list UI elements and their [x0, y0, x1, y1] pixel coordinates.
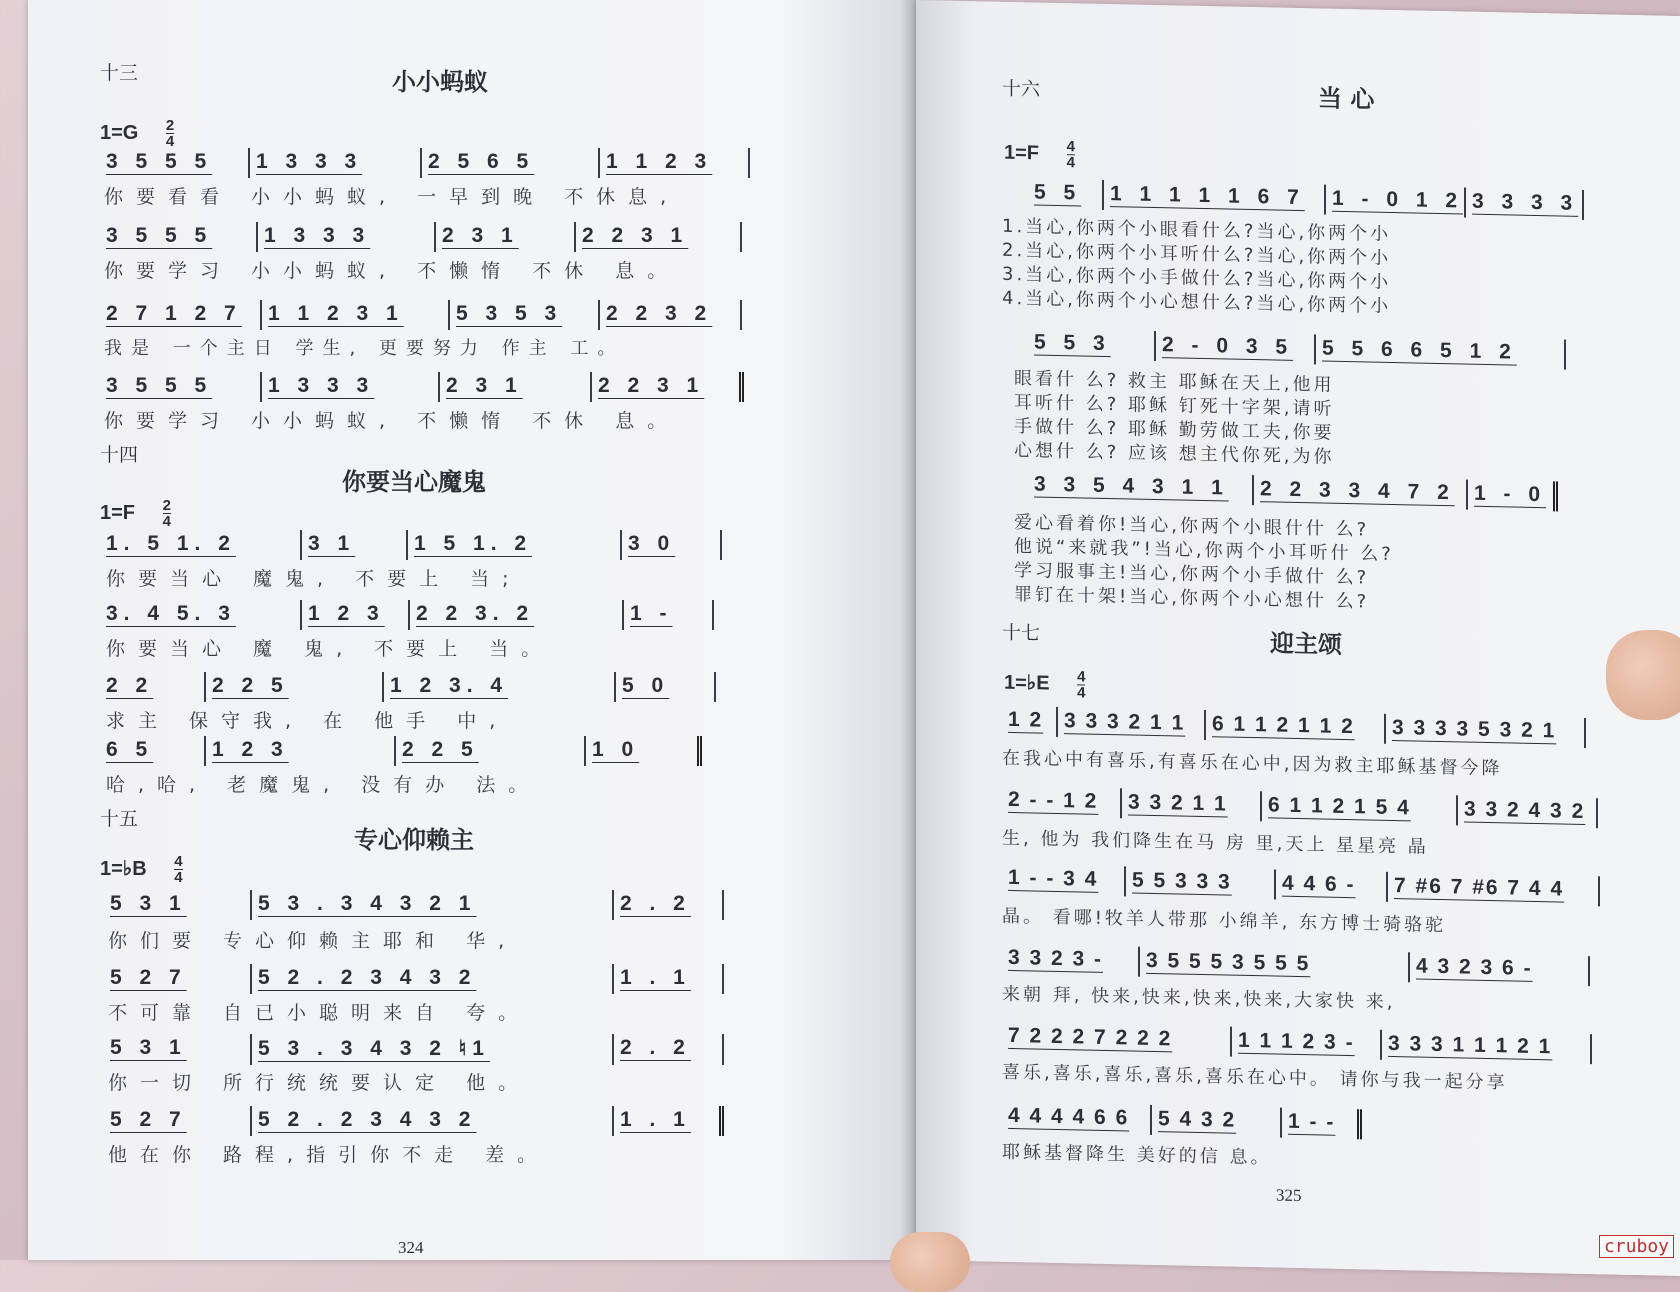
lyric-line: 1.当心,你两个小眼看什么?当心,你两个小	[1002, 215, 1392, 245]
lyric-line: 喜乐,喜乐,喜乐,喜乐,喜乐在心中。 请你与我一起分享	[1002, 1061, 1508, 1094]
measure: 5 2 7	[104, 1106, 252, 1136]
measure: 1 3 3 3	[262, 372, 440, 402]
lyric-line: 我是 一个主日 学生, 更要努力 作主 工。	[104, 338, 625, 359]
measure: 1 2	[1002, 706, 1058, 737]
notation-row	[1002, 944, 1590, 986]
notation-row	[1002, 706, 1586, 748]
notation-row	[100, 372, 744, 402]
measure: 4 4 6 -	[1276, 870, 1388, 902]
measure: 1 2 3	[206, 736, 396, 766]
measure: 5 5	[1028, 178, 1104, 210]
lyric-line: 你一切 所行统统要认定 他。	[108, 1072, 531, 1094]
measure: 2 . 2	[614, 890, 724, 920]
song-title: 专心仰赖主	[354, 826, 474, 854]
measure: 2 2 3 3 4 7 2	[1254, 475, 1468, 509]
song-title: 你要当心魔鬼	[342, 468, 486, 496]
measure: 5 4 3 2	[1152, 1105, 1282, 1138]
measure: 3 3 3 2 1 1	[1058, 707, 1206, 740]
notation-row	[1002, 1022, 1592, 1064]
lyric-line: 晶。 看哪!牧羊人带那 小绵羊, 东方博士骑骆驼	[1002, 905, 1447, 937]
measure: 1 1 2 3 1	[262, 300, 450, 330]
left-page	[28, 0, 916, 1260]
measure: 3. 4 5. 3	[100, 600, 302, 630]
measure: 2 2 3. 2	[410, 600, 624, 630]
measure: 3 1	[302, 530, 408, 560]
measure: 2 3 1	[440, 372, 592, 402]
notation-row	[1002, 864, 1600, 907]
time-top: 2	[165, 117, 175, 134]
lyric-line: 学习服事主!当心,你两个小手做什 么?	[1014, 560, 1370, 589]
lyric-line: 来朝 拜, 快来,快来,快来,快来,大家快 来,	[1002, 983, 1396, 1014]
thumb-photo	[890, 1232, 970, 1292]
lyric-line: 2.当心,你两个小耳听什么?当心,你两个小	[1002, 239, 1392, 269]
measure: 1 . 1	[614, 1106, 724, 1136]
section-number: 十四	[100, 444, 139, 466]
key-signature	[1004, 668, 1085, 701]
measure: 1 - 0 1 2	[1326, 185, 1466, 218]
measure: 2 2	[100, 672, 206, 702]
measure: 1 1 1 1 1 6 7	[1104, 180, 1326, 215]
key-signature	[100, 854, 183, 885]
measure: 5 2 . 2 3 4 3 2	[252, 964, 614, 994]
notation-row	[104, 1034, 724, 1065]
time-top: 2	[162, 497, 171, 514]
notation-row	[100, 300, 742, 330]
measure: 1. 5 1. 2	[100, 530, 302, 560]
measure: 6 1 1 2 1 1 2	[1206, 710, 1386, 744]
notation-row	[100, 600, 714, 630]
notation-row	[100, 530, 722, 560]
time-signature	[163, 498, 171, 529]
section-number: 十五	[100, 808, 139, 830]
key-signature	[100, 498, 171, 529]
time-bottom: 4	[165, 133, 175, 150]
lyric-line: 你要学习 小小蚂蚁, 不懒惰 不休 息。	[104, 410, 680, 432]
lyric-line: 在我心中有喜乐,有喜乐在心中,因为救主耶稣基督今降	[1002, 747, 1503, 780]
notation-row	[100, 148, 750, 178]
measure: 5 0	[616, 672, 716, 702]
measure: 3 3 3 1 1 1 2 1	[1382, 1030, 1592, 1064]
measure: 5 2 7	[104, 964, 252, 994]
measure: 2 2 3 1	[576, 222, 742, 252]
measure: 5 3 1	[104, 890, 252, 920]
measure: 5 5 6 6 5 1 2	[1316, 334, 1566, 369]
right-page	[916, 0, 1680, 1276]
notation-row	[1028, 328, 1566, 369]
measure: 2 2 5	[206, 672, 384, 702]
measure: 7 2 2 2 7 2 2 2	[1002, 1022, 1232, 1057]
time-signature	[1067, 139, 1075, 170]
notation-row	[1028, 470, 1558, 511]
measure: 4 3 2 3 6 -	[1410, 952, 1590, 986]
lyric-line: 3.当心,你两个小手做什么?当心,你两个小	[1002, 263, 1392, 293]
lyric-line: 他说“来就我”!当心,你两个小耳听什 么?	[1014, 536, 1394, 566]
time-signature	[166, 118, 174, 149]
lyric-line: 眼看什 么? 救主 耶稣在天上,他用	[1014, 368, 1335, 396]
measure: 1 0	[586, 736, 702, 766]
time-top: 4	[1066, 138, 1075, 156]
measure: 5 5 3	[1028, 328, 1156, 361]
measure: 3 5 5 5	[100, 222, 258, 252]
measure: 3 3 2 1 1	[1122, 788, 1262, 821]
measure: 3 3 2 3 -	[1002, 944, 1140, 977]
lyric-line: 4.当心,你两个小心想什么?当心,你两个小	[1002, 287, 1392, 317]
measure: 1 1 2 3	[600, 148, 750, 178]
lyric-line: 不可靠 自已小聪明来自 夸。	[108, 1002, 531, 1024]
page-number: 325	[1276, 1185, 1302, 1206]
measure: 3 0	[622, 530, 722, 560]
time-bottom: 4	[162, 513, 171, 530]
measure: 5 2 . 2 3 4 3 2	[252, 1106, 614, 1136]
lyric-line: 心想什 么? 应该 想主代你死,为你	[1014, 440, 1335, 468]
key-label: 1=F	[1004, 141, 1040, 165]
measure: 6 1 1 2 1 5 4	[1262, 791, 1458, 825]
lyric-line: 耳听什 么? 耶稣 钉死十字架,请听	[1014, 392, 1335, 420]
measure: 7 #6 7 #6 7 4 4	[1388, 872, 1600, 906]
watermark: cruboy	[1599, 1235, 1674, 1258]
lyric-line: 求主 保守我, 在 他手 中,	[106, 710, 509, 732]
measure: 3 3 3 3 5 3 2 1	[1386, 714, 1586, 748]
notation-row	[1002, 1102, 1362, 1140]
lyric-line: 你们要 专心仰赖主耶和 华,	[108, 930, 518, 952]
measure: 1 1 1 2 3 -	[1232, 1027, 1382, 1060]
measure: 2 2 3 1	[592, 372, 744, 402]
notation-row	[1002, 786, 1598, 828]
measure: 2 - 0 3 5	[1156, 331, 1316, 364]
notation-row	[104, 1106, 724, 1136]
time-bottom: 4	[1066, 154, 1075, 172]
measure: 5 5 3 3 3	[1126, 866, 1276, 899]
measure: 5 3 5 3	[450, 300, 600, 330]
lyric-line: 手做什 么? 耶稣 勤劳做工夫,你要	[1014, 416, 1335, 444]
song-title: 迎主颂	[1270, 629, 1342, 659]
measure: 2 7 1 2 7	[100, 300, 262, 330]
lyric-line: 爱心看着你!当心,你两个小眼什什 么?	[1014, 512, 1370, 541]
measure: 1 2 3	[302, 600, 410, 630]
key-label: 1=♭B	[100, 857, 147, 880]
measure: 1 3 3 3	[250, 148, 422, 178]
key-signature	[100, 118, 174, 149]
lyric-line: 你要学习 小小蚂蚁, 不懒惰 不休 息。	[104, 260, 680, 282]
lyric-line: 罪钉在十架!当心,你两个小心想什 么?	[1014, 584, 1370, 613]
measure: 2 - - 1 2	[1002, 786, 1122, 819]
measure: 5 3 1	[104, 1034, 252, 1065]
measure: 1 5 1. 2	[408, 530, 622, 560]
measure: 2 2 3 2	[600, 300, 742, 330]
measure: 3 5 5 5	[100, 148, 250, 178]
key-label: 1=G	[100, 121, 139, 144]
section-number: 十三	[100, 62, 139, 84]
measure: 6 5	[100, 736, 206, 766]
song-title: 当 心	[1318, 84, 1375, 114]
measure: 2 3 1	[436, 222, 576, 252]
lyric-line: 你要当心 魔 鬼, 不要上 当。	[106, 638, 554, 660]
page-number: 324	[398, 1238, 424, 1257]
measure: 1 - -	[1282, 1108, 1362, 1140]
finger-photo	[1606, 630, 1680, 720]
section-number: 十六	[1002, 77, 1041, 101]
time-signature	[174, 854, 182, 885]
measure: 5 3 . 3 4 3 2 1	[252, 890, 614, 920]
song-title: 小小蚂蚁	[392, 68, 488, 96]
section-number: 十七	[1002, 621, 1041, 645]
key-label: 1=♭E	[1004, 671, 1050, 695]
measure: 1 . 1	[614, 964, 724, 994]
measure: 1 - - 3 4	[1002, 864, 1126, 897]
notation-row	[104, 890, 724, 920]
measure: 5 3 . 3 4 3 2 ♮1	[252, 1034, 614, 1065]
lyric-line: 他在你 路程,指引你不走 差。	[108, 1144, 550, 1166]
lyric-line: 哈,哈, 老魔鬼, 没有办 法。	[106, 774, 541, 796]
measure: 3 5 5 5 3 5 5 5	[1140, 947, 1410, 983]
measure: 1 3 3 3	[258, 222, 436, 252]
measure: 3 5 5 5	[100, 372, 262, 402]
time-signature	[1077, 669, 1085, 700]
lyric-line: 耶稣基督降生 美好的信 息。	[1002, 1141, 1272, 1169]
measure: 3 3 3 3	[1466, 188, 1584, 220]
measure: 1 2 3. 4	[384, 672, 616, 702]
measure: 3 3 2 4 3 2	[1458, 795, 1598, 828]
measure: 2 . 2	[614, 1034, 724, 1065]
time-bottom: 4	[1077, 684, 1086, 702]
notation-row	[100, 222, 742, 252]
measure: 2 5 6 5	[422, 148, 600, 178]
lyric-line: 生, 他为 我们降生在马 房 里,天上 星星亮 晶	[1002, 827, 1429, 858]
notation-row	[104, 964, 724, 994]
measure: 1 -	[624, 600, 714, 630]
notation-row	[100, 672, 716, 702]
key-signature	[1004, 138, 1075, 170]
measure: 3 3 5 4 3 1 1	[1028, 470, 1254, 505]
measure: 2 2 5	[396, 736, 586, 766]
measure: 4 4 4 4 6 6	[1002, 1102, 1152, 1135]
lyric-line: 你要当心 魔鬼, 不要上 当;	[106, 568, 522, 590]
time-top: 4	[1077, 668, 1086, 686]
time-top: 4	[174, 853, 183, 870]
lyric-line: 你要看看 小小蚂蚁, 一早到晚 不休息,	[104, 186, 680, 208]
time-bottom: 4	[174, 869, 183, 886]
notation-row	[100, 736, 702, 766]
key-label: 1=F	[100, 501, 136, 524]
measure: 1 - 0	[1468, 480, 1558, 512]
